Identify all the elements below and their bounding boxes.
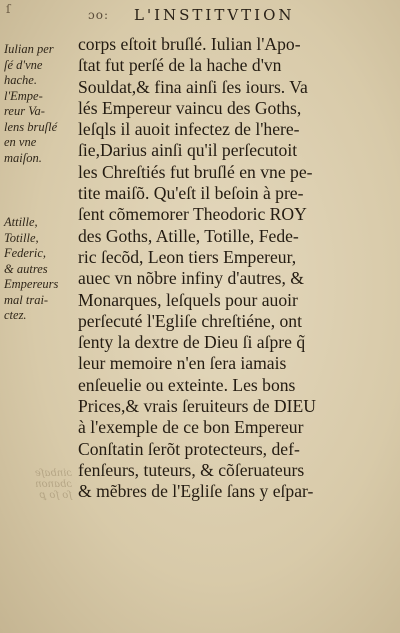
text-line: Prices,& vrais ſeruiteurs de DIEU: [78, 396, 316, 417]
text-line: Monarques, leſquels pour auoir: [78, 289, 298, 310]
running-head: L'INSTITVTION: [134, 6, 295, 24]
text-line: ſent cõmemorer Theodoric ROY: [78, 204, 307, 225]
text-line: ſie,Darius ainſi qu'il perſecutoit: [78, 140, 298, 161]
text-line: leur memoire n'en ſera iamais: [78, 353, 287, 374]
page-edge-mark: ſ: [6, 2, 11, 16]
body-text: [78, 34, 396, 503]
marginal-note-line: lens bruſlé: [4, 119, 58, 134]
text-line: fenſeurs, tuteurs, & cõſeruateurs: [78, 459, 305, 480]
header-ornament: ɔo:: [88, 8, 109, 22]
marginal-note-line: l'Empe-: [4, 88, 43, 103]
bleed-through-line: ɔbanon: [35, 479, 72, 490]
marginal-note-line: ctez.: [4, 308, 27, 322]
text-line: enſeuelie ou exteinte. Les bons: [78, 374, 296, 395]
marginal-note-line: en vne: [4, 135, 37, 149]
marginal-note-group-2: [4, 215, 78, 324]
text-line: leſqls il auoit infectez de l'here-: [78, 119, 300, 140]
marginal-note-line: Attille,: [4, 215, 38, 229]
marginal-note-line: maiſon.: [4, 150, 42, 165]
marginal-notes: [4, 42, 78, 324]
bleed-through-line: ſo ſo ꝑ: [39, 490, 72, 501]
text-line: des Goths, Atille, Totille, Fede-: [78, 225, 299, 246]
text-line: & mẽbres de l'Egliſe ſans y eſpar-: [78, 481, 314, 502]
text-line: lés Empereur vaincu des Goths,: [78, 97, 302, 118]
text-line: les Chreſtiés fut bruſlé en vne pe-: [78, 161, 313, 182]
text-line: ſenty la dextre de Dieu ſi aſpre q̃: [78, 332, 306, 353]
marginal-note-line: Iulian per: [4, 42, 54, 56]
text-line: ſtat fut perſé de la hache d'vn: [78, 55, 282, 76]
text-line: tite maiſõ. Qu'eſt il beſoin à pre-: [78, 183, 304, 204]
marginal-note-line: Federic,: [4, 246, 46, 260]
bleed-through-text: [2, 468, 72, 548]
text-line: Souldat,& fina ainſi ſes iours. Va: [78, 76, 308, 97]
text-line: corps eſtoit bruſlé. Iulian l'Apo-: [78, 34, 301, 54]
marginal-note-line: mal trai-: [4, 292, 49, 307]
marginal-note-line: ſé d'vne: [4, 57, 43, 72]
marginal-note-line: Empereurs: [4, 277, 59, 291]
text-line: auec vn nõbre infiny d'autres, &: [78, 268, 304, 289]
text-line: Conſtatin ſerõt protecteurs, def-: [78, 438, 300, 459]
marginal-note-line: Totille,: [4, 230, 39, 245]
bleed-through-line: ɔinbaſe: [34, 468, 72, 479]
text-line: à l'exemple de ce bon Empereur: [78, 417, 304, 438]
text-line: ric ſecõd, Leon tiers Empereur,: [78, 246, 297, 267]
marginal-note-line: hache.: [4, 73, 37, 87]
marginal-note-line: & autres: [4, 261, 48, 276]
text-line: perſecuté l'Egliſe chreſtiéne, ont: [78, 310, 302, 331]
marginal-note-group-1: [4, 42, 78, 166]
marginal-note-line: reur Va-: [4, 104, 45, 118]
